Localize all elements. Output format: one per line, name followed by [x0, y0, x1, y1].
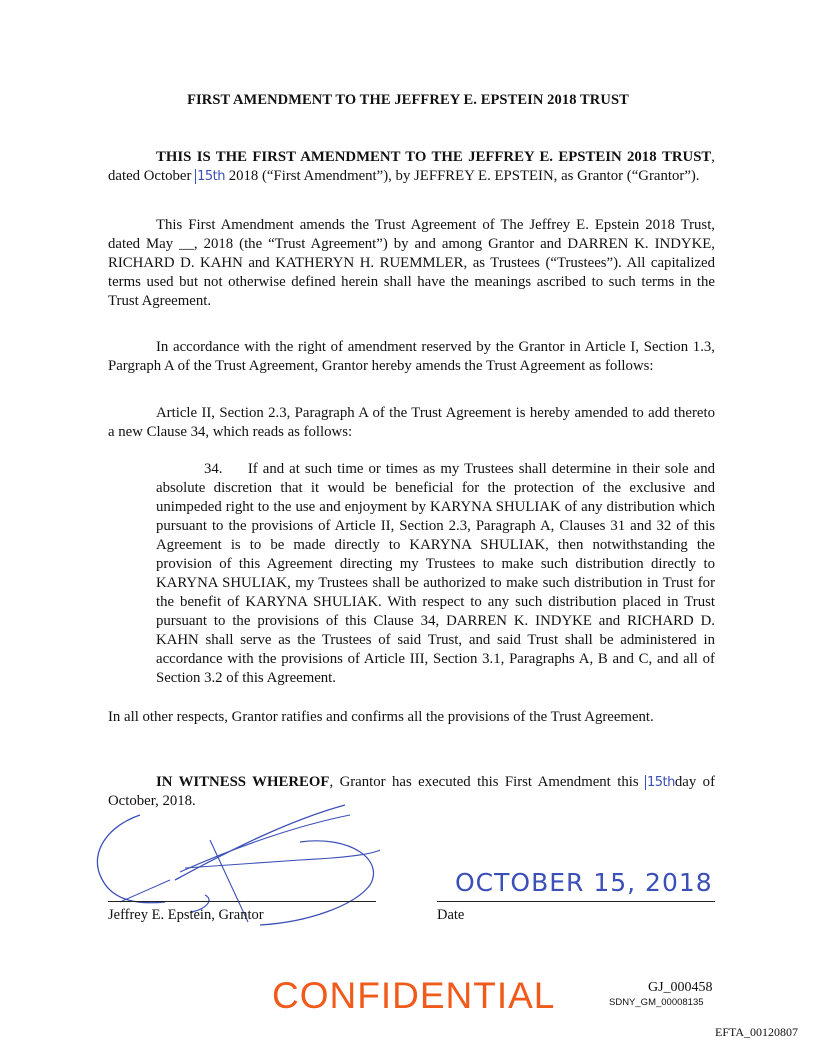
document-title: FIRST AMENDMENT TO THE JEFFREY E. EPSTEIN 2018 TRUST [187, 92, 629, 108]
witness-text-before: , Grantor has executed this First Amendment this [329, 774, 645, 790]
witness-text-after: day of October, 2018. [108, 774, 715, 809]
clause-number: 34. [204, 461, 223, 477]
date-label: Date [437, 907, 465, 923]
handwritten-day-intro: 15th [197, 169, 225, 184]
signature-line [108, 901, 376, 902]
efta-number: EFTA_00120807 [715, 1025, 799, 1039]
intro-dated-text: , dated October [108, 149, 715, 184]
handwritten-day-witness: 15th [647, 775, 675, 790]
confidential-stamp: CONFIDENTIAL [272, 975, 556, 1016]
witness-bold-lead: IN WITNESS WHEREOF [156, 774, 330, 790]
clause-text: If and at such time or times as my Trustees shall determine in their sole and absolute discretion that it would be beneficial for the protection of the exclusive and unimpeded right to the use and enjoyment by KARYNA SHULIAK of any distribution which pursuant to the provisions of Article II, Section 2.3, Paragraph A, Clauses 31 and 32 of this Agreement is to be made directly to KARYNA SHULIAK, then notwithstanding the provision of this Agreement directing my Trustees to make such distribution directly to KARYNA SHULIAK, my Trustees shall be authorized to make such distribution in Trust for the benefit of KARYNA SHULIAK. With respect to any such distribution placed in Trust pursuant to the provisions of this Clause 34, DARREN K. INDYKE and RICHARD D. KAHN shall serve as the Trustees of said Trust, and said Trust shall be administered in accordance with the provisions of Article III, Section 3.1, Paragraphs A, B and C, and all of Section 3.2 of this Agreement. [156, 461, 715, 686]
paragraph-4-text: In all other respects, Grantor ratifies and confirms all the provisions of the Trust Agreement. [108, 709, 654, 725]
intro-bold-lead: THIS IS THE FIRST AMENDMENT TO THE JEFFREY E. EPSTEIN 2018 [156, 149, 657, 165]
paragraph-1-text: This First Amendment amends the Trust Agreement of The Jeffrey E. Epstein 2018 Trust, dated May __, 2018 (the “Trust Agreement”) by and among Grantor and DARREN K. INDYKE, RICHARD D. KAHN and KATHERYN H. RUEMMLER, as Trustees (“Trustees”). All capitalized terms used but not otherwise defined herein shall have the meanings ascribed to such terms in the Trust Agreement. [108, 217, 715, 309]
intro-after-date: 2018 (“First Amendment”), by JEFFREY E. EPSTEIN, as Grantor (“Grantor”). [225, 168, 700, 184]
intro-bold-trust: TRUST [661, 149, 712, 165]
date-line [437, 901, 715, 902]
paragraph-3-text: Article II, Section 2.3, Paragraph A of the Trust Agreement is hereby amended to add thereto a new Clause 34, which reads as follows: [108, 405, 715, 440]
paragraph-2-text: In accordance with the right of amendment reserved by the Grantor in Article I, Section 1.3, Pargraph A of the Trust Agreement, Grantor hereby amends the Trust Agreement as follows: [108, 339, 715, 374]
bates-number-2: SDNY_GM_00008135 [609, 997, 704, 1008]
handwritten-date: OCTOBER 15, 2018 [455, 868, 713, 897]
bates-number-1: GJ_000458 [648, 980, 713, 995]
signature-label: Jeffrey E. Epstein, Grantor [108, 907, 264, 923]
